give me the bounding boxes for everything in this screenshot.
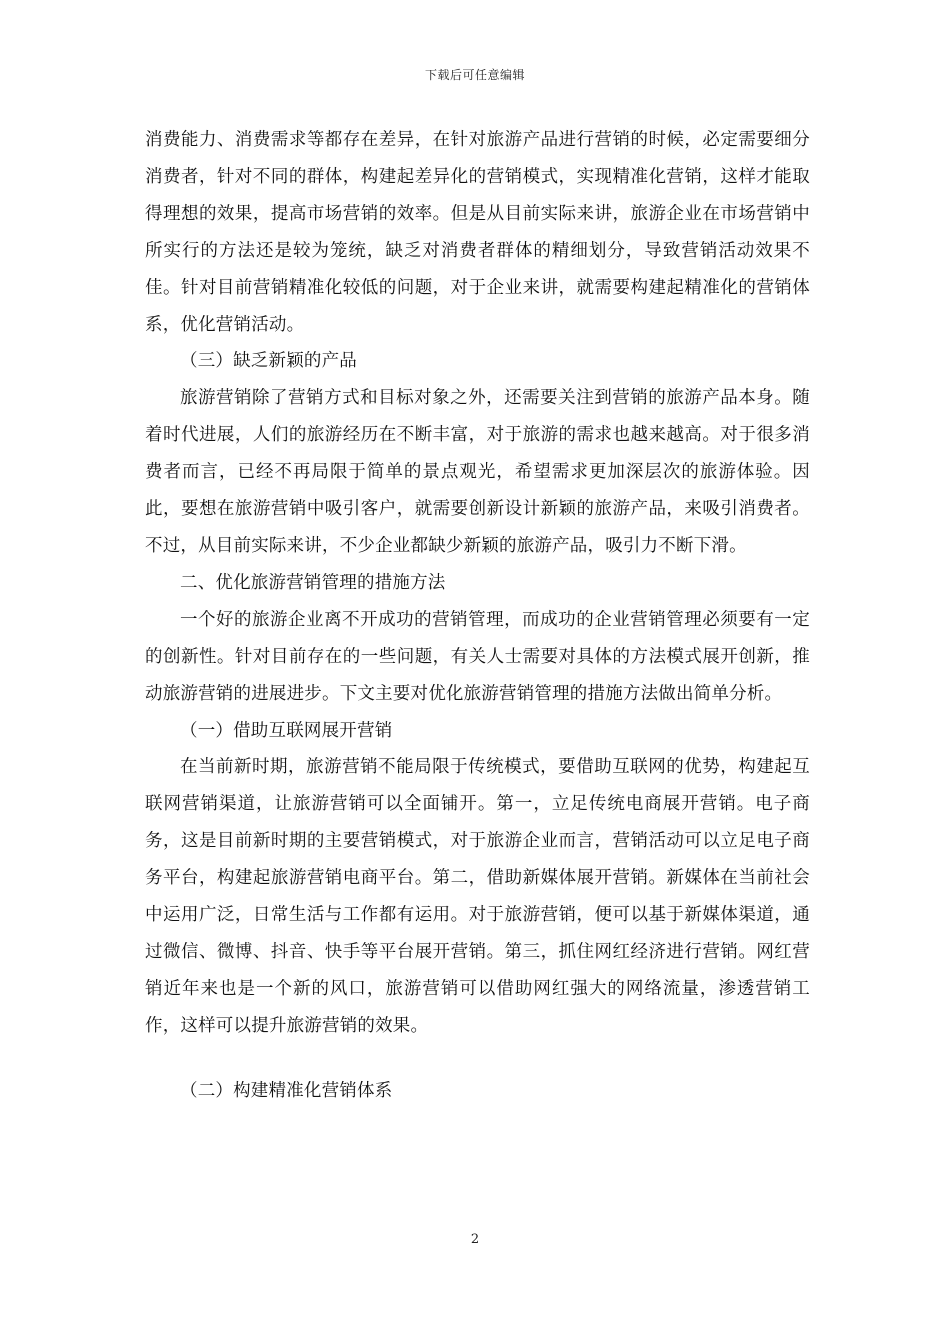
paragraph-precision-marketing-problem: 消费能力、消费需求等都存在差异，在针对旅游产品进行营销的时候，必定需要细分消费者，针对不同的群体，构建起差异化的营销模式，实现精准化营销，这样才能取得理想的效果，提高市场营销的效率。但是从目前实际来讲，旅游企业在市场营销中所实行的方法还是较为笼统，缺乏对消费者群体的精细划分，导致营销活动效果不佳。针对目前营销精准化较低的问题，对于企业来讲，就需要构建起精准化的营销体系，优化营销活动。	[145, 130, 810, 335]
section-heading-precision-marketing-system: （二）构建精准化营销体系	[180, 1080, 393, 1101]
paragraph-optimization-intro: 一个好的旅游企业离不开成功的营销管理，而成功的企业营销管理必须要有一定的创新性。针对目前存在的一些问题，有关人士需要对具体的方法模式展开创新，推动旅游营销的进展进步。下文主要对优化旅游营销管理的措施方法做出简单分析。	[145, 609, 810, 704]
section-heading-lack-novel-products: （三）缺乏新颖的产品	[180, 351, 357, 372]
paragraph-internet-marketing: 在当前新时期，旅游营销不能局限于传统模式，要借助互联网的优势，构建起互联网营销渠道，让旅游营销可以全面铺开。第一，立足传统电商展开营销。电子商务，这是目前新时期的主要营销模式，对于旅游企业而言，营销活动可以立足电子商务平台，构建起旅游营销电商平台。第二，借助新媒体展开营销。新媒体在当前社会中运用广泛，日常生活与工作都有运用。对于旅游营销，便可以基于新媒体渠道，通过微信、微博、抖音、快手等平台展开营销。第三，抓住网红经济进行营销。网红营销近年来也是一个新的风口，旅游营销可以借助网红强大的网络流量，渗透营销工作，这样可以提升旅游营销的效果。	[145, 757, 810, 1036]
section-heading-internet-marketing: （一）借助互联网展开营销	[180, 720, 393, 741]
document-body	[145, 122, 810, 1110]
page-number: 2	[470, 1232, 480, 1247]
section-heading-optimization-measures: 二、优化旅游营销管理的措施方法	[180, 572, 446, 593]
paragraph-novel-products: 旅游营销除了营销方式和目标对象之外，还需要关注到营销的旅游产品本身。随着时代进展，人们的旅游经历在不断丰富，对于旅游的需求也越来越高。对于很多消费者而言，已经不再局限于简单的景点观光，希望需求更加深层次的旅游体验。因此，要想在旅游营销中吸引客户，就需要创新设计新颖的旅游产品，来吸引消费者。不过，从目前实际来讲，不少企业都缺少新颖的旅游产品，吸引力不断下滑。	[145, 388, 810, 556]
page-header: 下载后可任意编辑	[424, 68, 525, 82]
